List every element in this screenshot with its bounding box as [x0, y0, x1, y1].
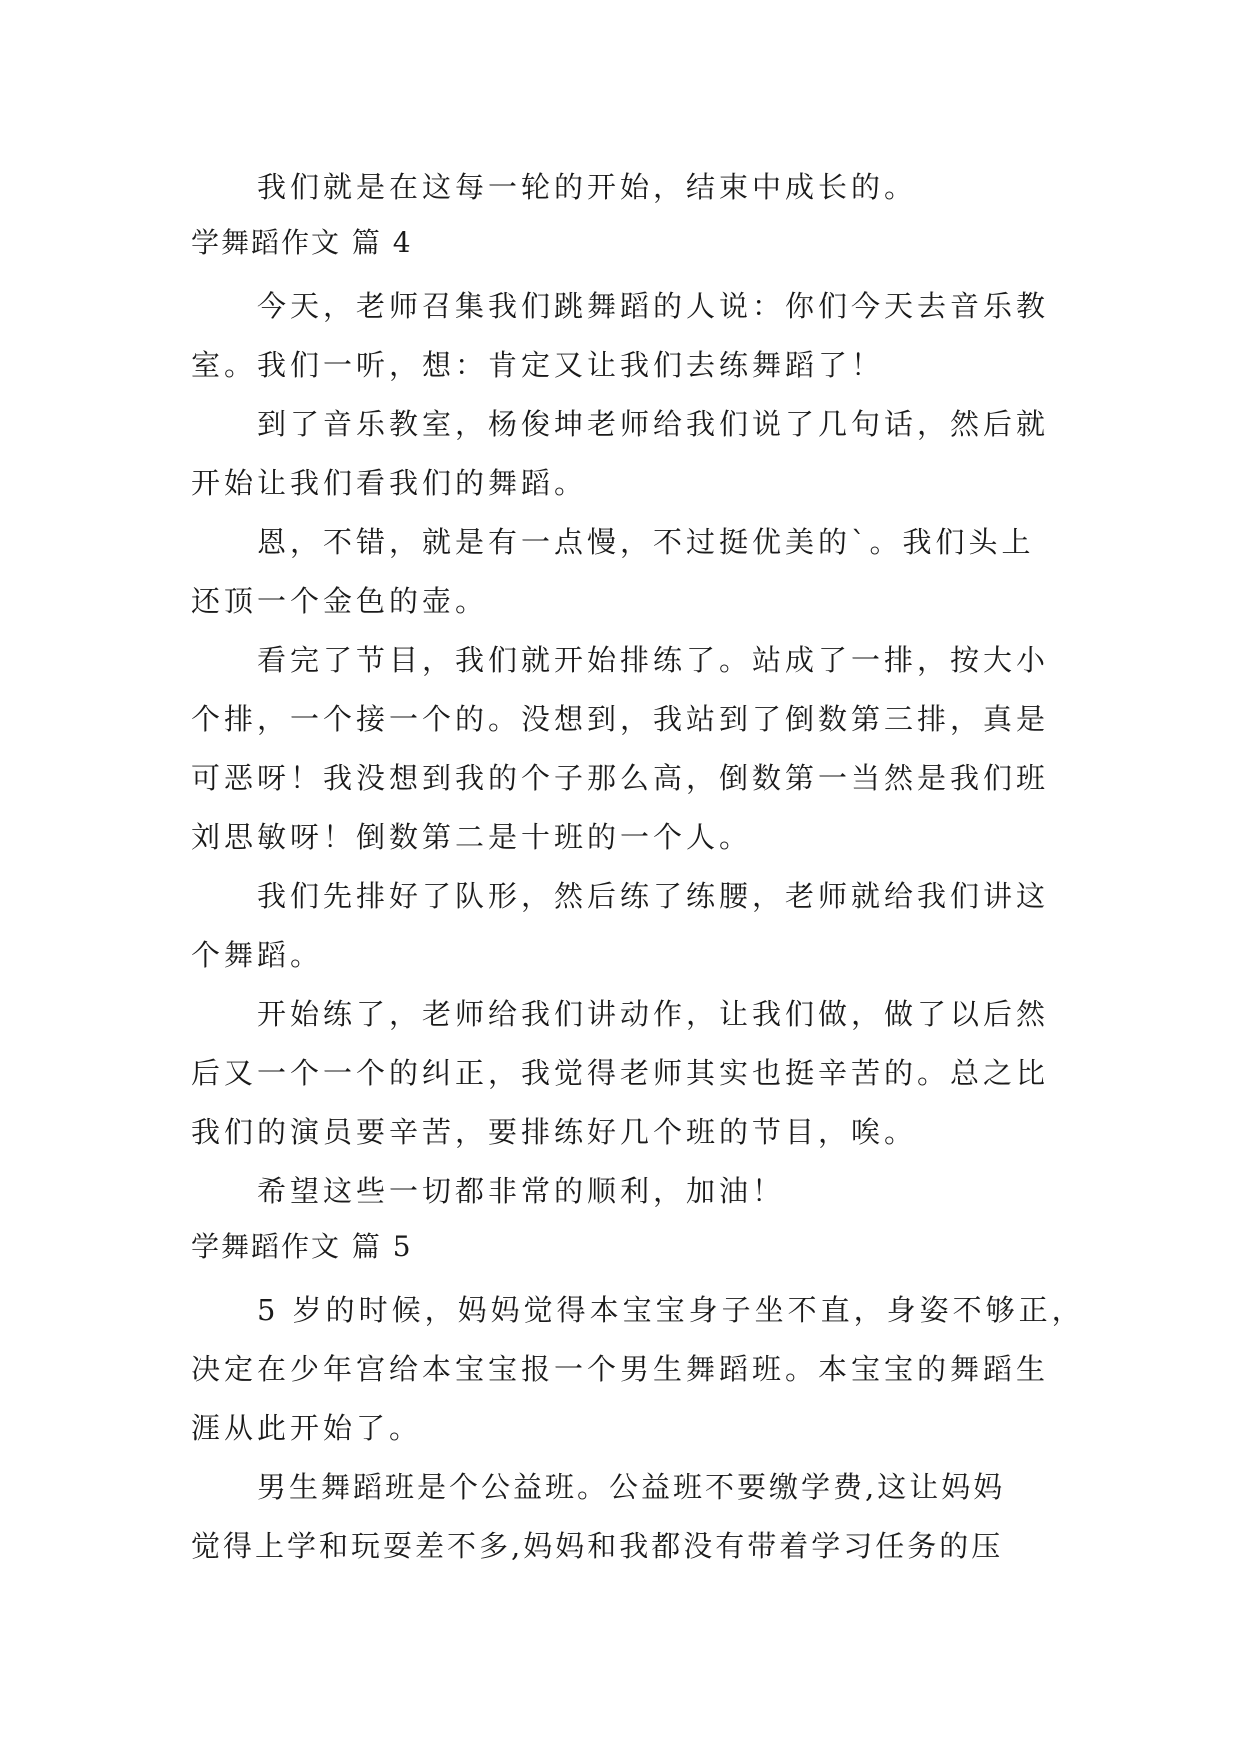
paragraph-line: 今天，老师召集我们跳舞蹈的人说：你们今天去音乐教: [257, 289, 1050, 323]
paragraph-line: 个排，一个接一个的。没想到，我站到了倒数第三排，真是: [191, 702, 1050, 736]
paragraph-line: 恩，不错，就是有一点慢，不过挺优美的`。我们头上: [257, 525, 1035, 559]
paragraph-line: 决定在少年宫给本宝宝报一个男生舞蹈班。本宝宝的舞蹈生: [191, 1352, 1050, 1386]
paragraph-line: 个舞蹈。: [191, 938, 324, 972]
paragraph: [191, 277, 1051, 395]
opening-paragraph: 我们就是在这每一轮的开始，结束中成长的。: [257, 170, 918, 204]
paragraph: [191, 1162, 1051, 1221]
paragraph: [191, 985, 1051, 1162]
paragraph-line: 我们先排好了队形，然后练了练腰，老师就给我们讲这: [257, 879, 1050, 913]
paragraph-line: 刘思敏呀！倒数第二是十班的一个人。: [191, 820, 753, 854]
paragraph: [191, 513, 1051, 631]
paragraph-line: 男生舞蹈班是个公益班。公益班不要缴学费,这让妈妈: [257, 1470, 1006, 1504]
section-heading-5: 学舞蹈作文 篇 5: [191, 1230, 413, 1263]
paragraph: [191, 867, 1051, 985]
paragraph-line: 可恶呀！我没想到我的个子那么高，倒数第一当然是我们班: [191, 761, 1050, 795]
paragraph-line: 开始练了，老师给我们讲动作，让我们做，做了以后然: [257, 997, 1050, 1031]
paragraph-line: 到了音乐教室，杨俊坤老师给我们说了几句话，然后就: [257, 407, 1050, 441]
paragraph-line: 看完了节目，我们就开始排练了。站成了一排，按大小: [257, 643, 1050, 677]
paragraph: [191, 631, 1051, 867]
paragraph-line: 后又一个一个的纠正，我觉得老师其实也挺辛苦的。总之比: [191, 1056, 1050, 1090]
paragraph: [191, 1458, 1051, 1576]
paragraph-line: 开始让我们看我们的舞蹈。: [191, 466, 588, 500]
paragraph: [191, 395, 1051, 513]
paragraph-line: 觉得上学和玩耍差不多,妈妈和我都没有带着学习任务的压: [191, 1529, 1004, 1563]
paragraph-line: 我们的演员要辛苦，要排练好几个班的节目，唉。: [191, 1115, 918, 1149]
section-heading-4: 学舞蹈作文 篇 4: [191, 226, 413, 259]
paragraph-line: 还顶一个金色的壶。: [191, 584, 489, 618]
paragraph-line: 室。我们一听，想：肯定又让我们去练舞蹈了！: [191, 348, 885, 382]
paragraph-line: 5 岁的时候，妈妈觉得本宝宝身子坐不直，身姿不够正，: [257, 1293, 1085, 1327]
paragraph: [191, 1281, 1085, 1458]
paragraph-line: 涯从此开始了。: [191, 1411, 423, 1445]
paragraph-line: 希望这些一切都非常的顺利，加油！: [257, 1174, 786, 1208]
document-body: [191, 158, 1085, 1576]
